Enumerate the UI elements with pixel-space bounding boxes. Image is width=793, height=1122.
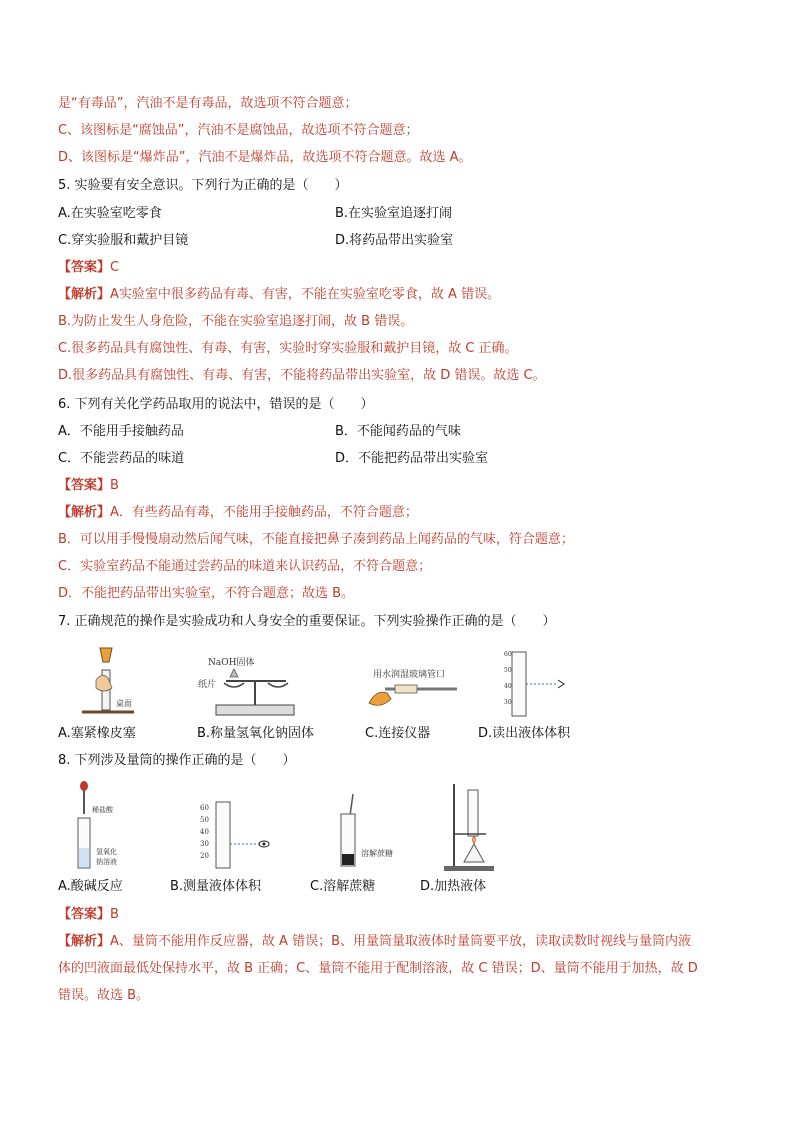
tick-label: 40 bbox=[200, 828, 209, 836]
q8-analysis-3: 错误。故选 B。 bbox=[58, 988, 150, 1003]
q8-answer bbox=[58, 906, 119, 924]
question-7-stem: 7. 正确规范的操作是实验成功和人身安全的重要保证。下列实验操作正确的是（ ） bbox=[58, 614, 556, 629]
q7-caption-a: A.塞紧橡皮塞 bbox=[58, 726, 136, 741]
rubber-tube bbox=[395, 685, 417, 693]
balance-base bbox=[216, 705, 294, 715]
text-line: 是“有毒品”，汽油不是有毒品，故选项不符合题意； bbox=[58, 96, 358, 111]
analysis-text: A实验室中很多药品有毒、有害，不能在实验室吃零食，故 A 错误。 bbox=[110, 287, 501, 302]
analysis-text: A．有些药品有毒，不能用手接触药品，不符合题意； bbox=[110, 505, 418, 520]
q5-answer bbox=[58, 259, 119, 277]
q5-analysis-3: C.很多药品具有腐蚀性、有毒、有害，实验时穿实验服和戴护目镜，故 C 正确。 bbox=[58, 341, 518, 356]
q6-analysis-3: C．实验室药品不能通过尝药品的味道来认识药品，不符合题意； bbox=[58, 559, 432, 574]
tick-label: 20 bbox=[200, 852, 209, 860]
stand-base bbox=[444, 866, 494, 871]
fig-label: 桌面 bbox=[116, 699, 132, 708]
q6-analysis-4: D．不能把药品带出实验室，不符合题意；故选 B。 bbox=[58, 586, 355, 601]
cylinder-shape bbox=[468, 790, 478, 836]
q8-caption-a: A.酸碱反应 bbox=[58, 879, 123, 894]
q5-option-b: B.在实验室追逐打闹 bbox=[335, 206, 453, 221]
fig-label: 纸片 bbox=[198, 680, 217, 690]
q6-answer bbox=[58, 477, 119, 495]
fig-label: 氢氧化 bbox=[96, 848, 117, 856]
q7-caption-c: C.连接仪器 bbox=[365, 726, 431, 741]
q7-figure-c bbox=[365, 665, 465, 715]
tick-label: 30 bbox=[504, 699, 512, 706]
text-line: D、该图标是“爆炸品”，汽油不是爆炸品，故选项不符合题意。故选 A。 bbox=[58, 150, 472, 165]
q8-analysis-2: 体的凹液面最低处保持水平，故 B 正确；C、量筒不能用于配制溶液，故 C 错误；D、量筒不能用于加热，故 D bbox=[58, 961, 698, 976]
q8-figure-b bbox=[198, 800, 278, 872]
q7-figure-a bbox=[78, 640, 138, 720]
answer-value: B bbox=[110, 907, 119, 922]
q5-option-d: D.将药品带出实验室 bbox=[335, 233, 454, 248]
text-line: C、该图标是“腐蚀品”，汽油不是腐蚀品，故选项不符合题意； bbox=[58, 123, 419, 138]
q5-analysis-2: B.为防止发生人身危险，不能在实验室追逐打闹，故 B 错误。 bbox=[58, 314, 414, 329]
left-pan bbox=[224, 683, 244, 687]
question-8-stem: 8. 下列涉及量筒的操作正确的是（ ） bbox=[58, 753, 296, 768]
question-6-stem: 6. 下列有关化学药品取用的说法中，错误的是（ ） bbox=[58, 397, 374, 412]
rubber-stopper-shape bbox=[100, 648, 112, 662]
q8-caption-c: C.溶解蔗糖 bbox=[310, 879, 376, 894]
tick-label: 60 bbox=[504, 651, 512, 658]
tick-label: 50 bbox=[504, 667, 512, 674]
alcohol-lamp bbox=[464, 844, 484, 862]
q8-caption-b: B.测量液体体积 bbox=[170, 879, 262, 894]
tick-label: 30 bbox=[200, 840, 209, 848]
eye-icon bbox=[558, 680, 564, 688]
answer-tag: 【答案】 bbox=[58, 478, 111, 493]
answer-value: C bbox=[110, 260, 120, 275]
answer-value: B bbox=[110, 478, 119, 493]
fig-label: NaOH固体 bbox=[208, 658, 255, 668]
q5-option-a: A.在实验室吃零食 bbox=[58, 206, 162, 221]
answer-tag: 【答案】 bbox=[58, 260, 111, 275]
q7-figure-b bbox=[198, 655, 308, 720]
tick-label: 50 bbox=[200, 816, 209, 824]
tick-label: 40 bbox=[504, 683, 512, 690]
q5-analysis-1 bbox=[58, 286, 500, 304]
answer-tag: 【答案】 bbox=[58, 907, 111, 922]
q6-option-d: D．不能把药品带出实验室 bbox=[335, 451, 489, 466]
q7-figure-d bbox=[500, 648, 570, 718]
q6-option-a: A．不能用手接触药品 bbox=[58, 424, 184, 439]
q6-analysis-1 bbox=[58, 504, 418, 522]
q8-figure-a bbox=[70, 780, 140, 872]
analysis-tag: 【解析】 bbox=[58, 505, 111, 520]
fig-label: 稀盐酸 bbox=[92, 806, 113, 814]
tick-label: 60 bbox=[200, 804, 209, 812]
fig-label: 钠溶液 bbox=[96, 858, 117, 866]
analysis-tag: 【解析】 bbox=[58, 287, 111, 302]
cylinder-shape bbox=[512, 652, 526, 716]
analysis-text: A、量筒不能用作反应器，故 A 错误；B、用量筒量取液体时量筒要平放，读取读数时视线与量筒内液 bbox=[110, 934, 691, 949]
q5-option-c: C.穿实验服和戴护目镜 bbox=[58, 233, 189, 248]
q6-option-b: B．不能闻药品的气味 bbox=[335, 424, 461, 439]
dropper-bulb bbox=[80, 781, 88, 791]
q5-analysis-4: D.很多药品具有腐蚀性、有毒、有害，不能将药品带出实验室，故 D 错误。故选 C。 bbox=[58, 368, 546, 383]
q8-caption-d: D.加热液体 bbox=[420, 879, 487, 894]
q6-analysis-2: B．可以用手慢慢扇动然后闻气味，不能直接把鼻子凑到药品上闻药品的气味，符合题意； bbox=[58, 532, 574, 547]
q7-caption-b: B.称量氢氧化钠固体 bbox=[197, 726, 315, 741]
hand-shape bbox=[369, 692, 391, 705]
flame-shape bbox=[473, 836, 476, 844]
fig-label: 用水润湿玻璃管口 bbox=[373, 670, 446, 680]
sugar-shape bbox=[342, 854, 354, 865]
q8-figure-c bbox=[335, 792, 415, 872]
liquid-shape bbox=[79, 848, 89, 867]
question-5-stem: 5. 实验要有安全意识。下列行为正确的是（ ） bbox=[58, 178, 348, 193]
eye-pupil bbox=[263, 843, 266, 846]
right-pan bbox=[268, 683, 288, 687]
solid-pile bbox=[230, 669, 238, 677]
q6-option-c: C．不能尝药品的味道 bbox=[58, 451, 185, 466]
q8-analysis-1 bbox=[58, 933, 691, 951]
q7-caption-d: D.读出液体体积 bbox=[478, 726, 571, 741]
analysis-tag: 【解析】 bbox=[58, 934, 111, 949]
q8-figure-d bbox=[440, 782, 500, 874]
cylinder-shape bbox=[216, 802, 230, 868]
fig-label: 溶解蔗糖 bbox=[361, 849, 393, 858]
